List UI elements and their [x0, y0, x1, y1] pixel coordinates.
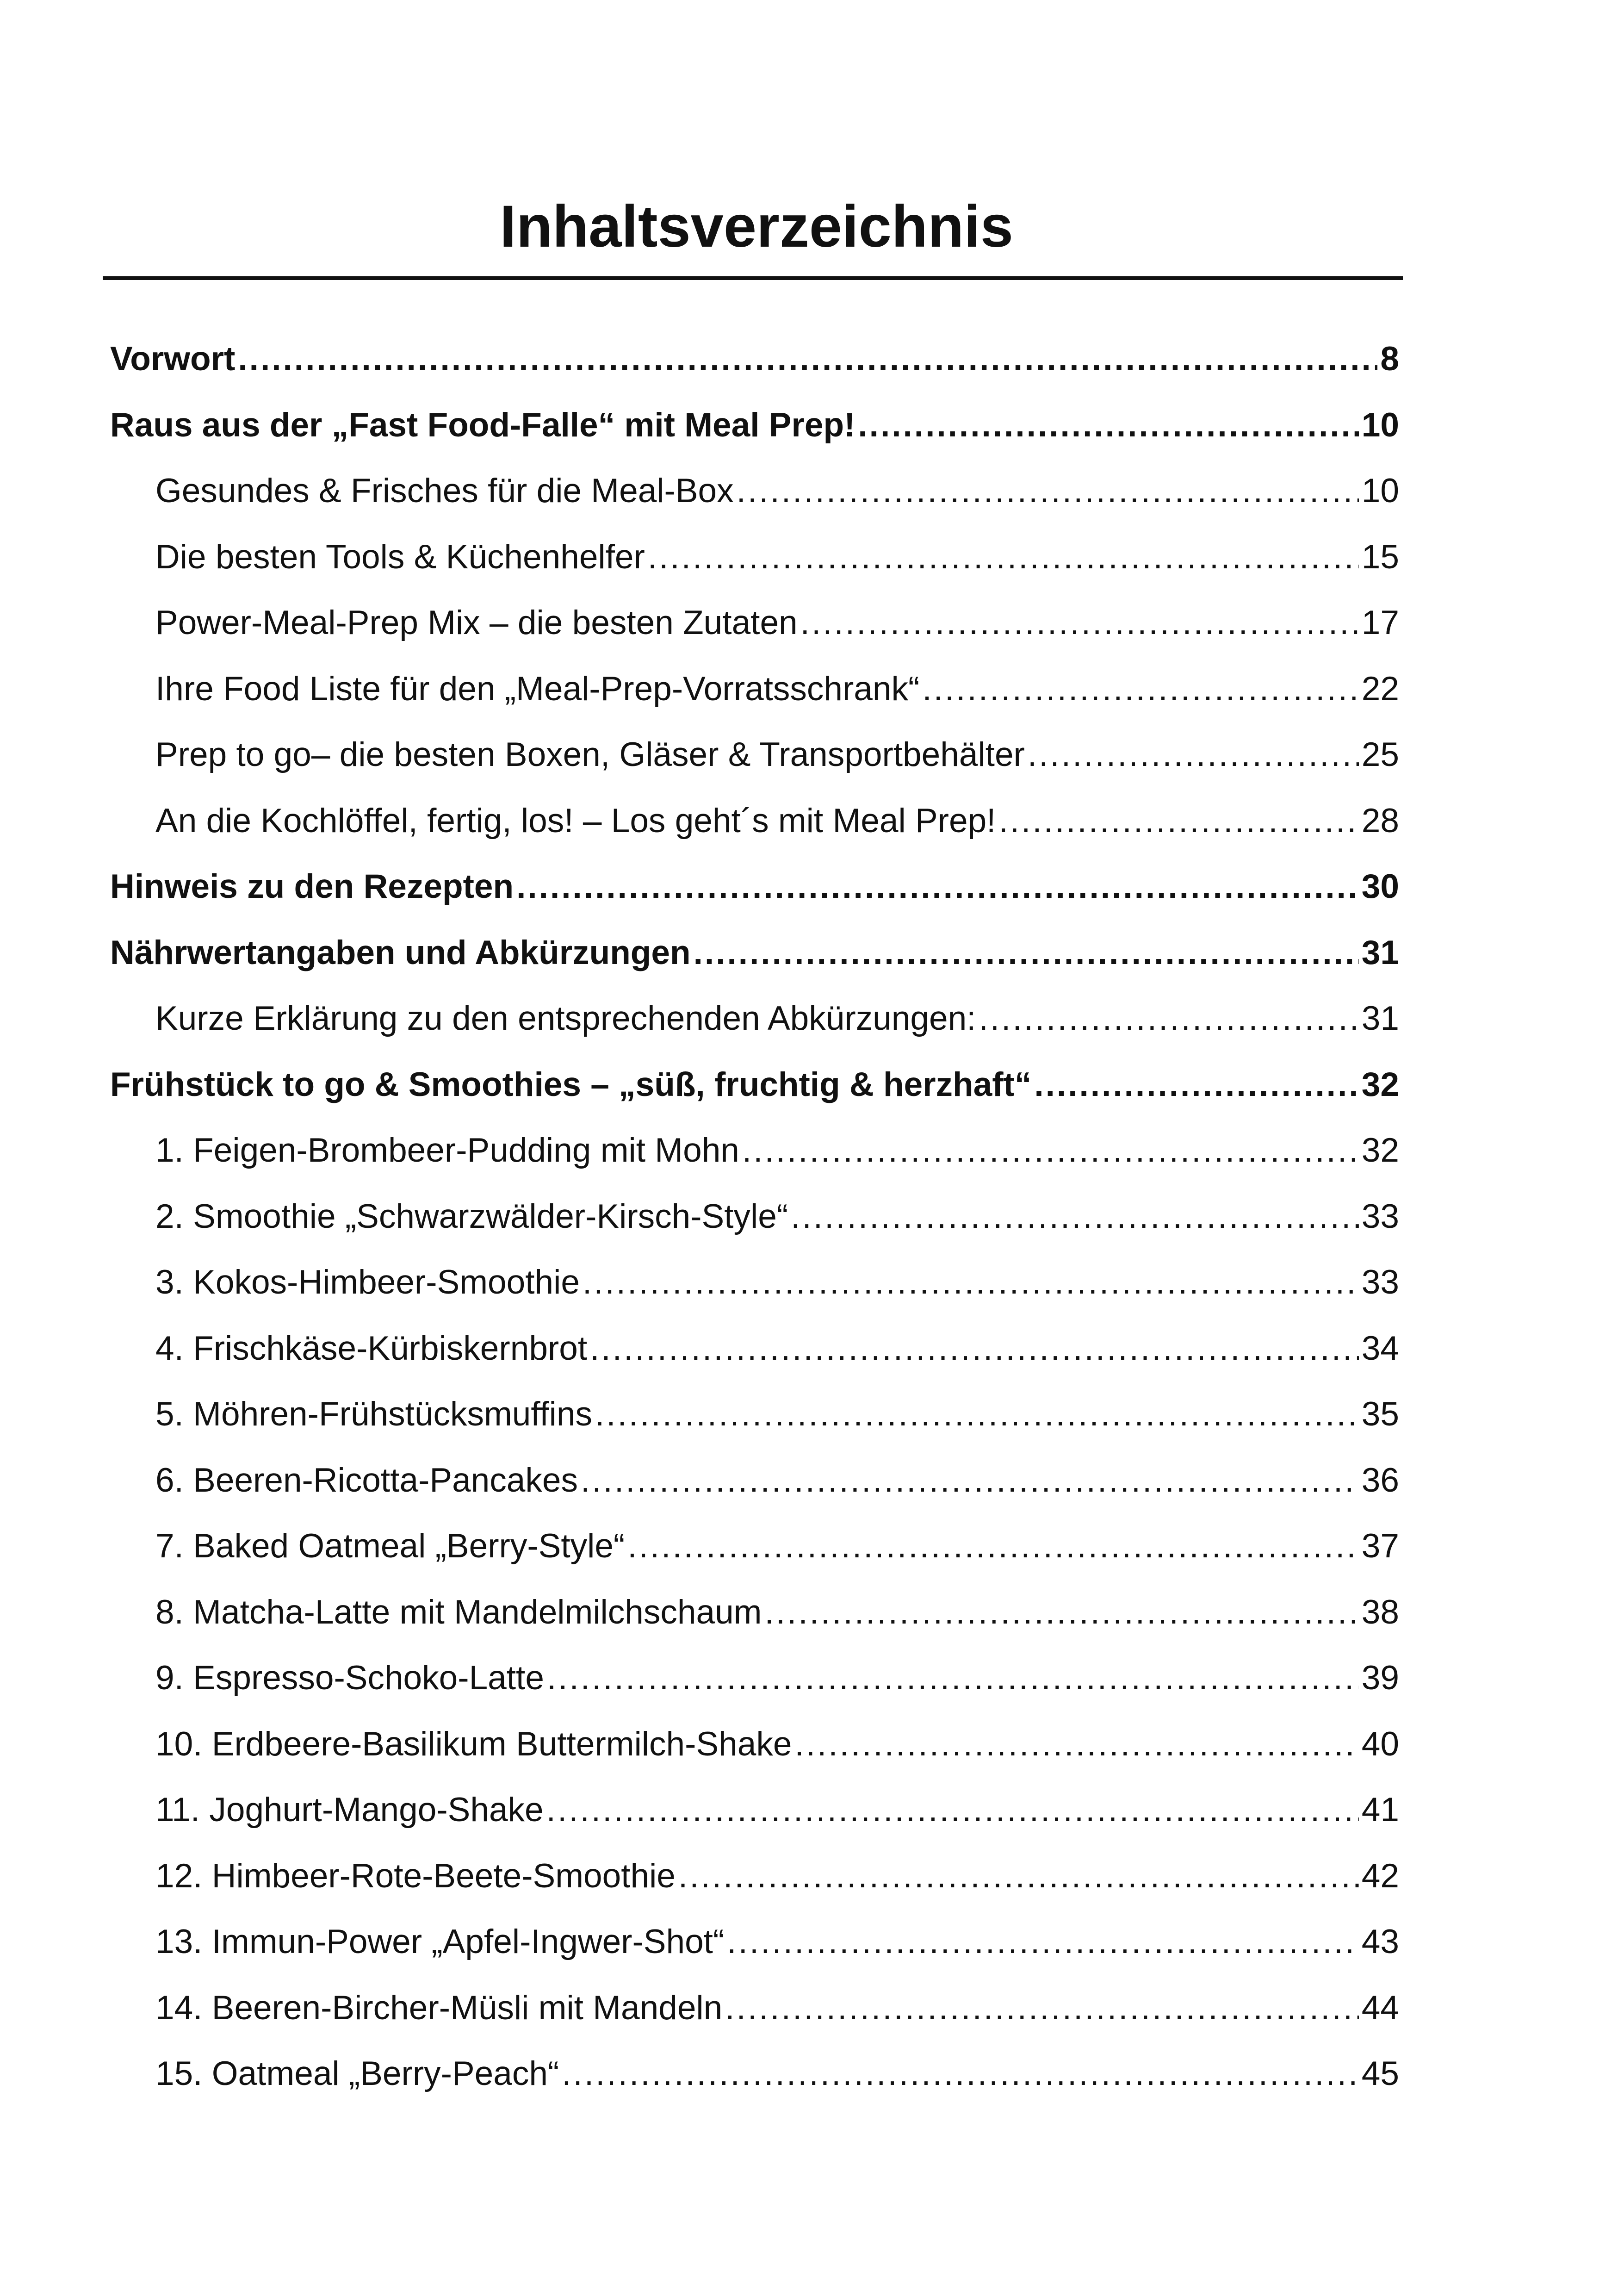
- toc-dot-leader: [800, 590, 1359, 656]
- toc-dot-leader: [725, 1975, 1359, 2041]
- toc-page-number: 45: [1361, 2055, 1399, 2092]
- toc-page-number: 22: [1361, 670, 1399, 708]
- toc-entry-title: Kurze Erklärung zu den entsprechenden Abkürzungen:: [155, 1000, 976, 1037]
- toc-chapter-entry[interactable]: [110, 854, 1399, 920]
- toc-section-entry[interactable]: [110, 722, 1399, 788]
- toc-entry-title: Frühstück to go & Smoothies – „süß, fruchtig & herzhaft“: [110, 1065, 1032, 1103]
- toc-section-entry[interactable]: [110, 1580, 1399, 1646]
- toc-entry-title: Raus aus der „Fast Food-Falle“ mit Meal Prep!: [110, 406, 855, 444]
- toc-dot-leader: [742, 1118, 1359, 1184]
- toc-page-number: 31: [1361, 1000, 1399, 1037]
- toc-entry-title: 5. Möhren-Frühstücksmuffins: [155, 1395, 592, 1433]
- toc-page-number: 15: [1361, 538, 1399, 576]
- toc-dot-leader: [546, 1777, 1359, 1843]
- toc-section-entry[interactable]: [110, 1645, 1399, 1711]
- toc-section-entry[interactable]: [110, 1250, 1399, 1316]
- toc-entry-title: Nährwertangaben und Abkürzungen: [110, 933, 691, 971]
- toc-section-entry[interactable]: [110, 590, 1399, 656]
- toc-page-number: 8: [1380, 340, 1399, 378]
- toc-page-number: 35: [1361, 1395, 1399, 1433]
- toc-section-entry[interactable]: [110, 458, 1399, 524]
- toc-page-number: 41: [1361, 1791, 1399, 1829]
- toc-section-entry[interactable]: [110, 788, 1399, 854]
- toc-section-entry[interactable]: [110, 1118, 1399, 1184]
- title-divider: [103, 276, 1403, 280]
- toc-dot-leader: [678, 1843, 1359, 1910]
- toc-dot-leader: [547, 1645, 1359, 1711]
- toc-page-number: 10: [1361, 406, 1399, 444]
- toc-entry-title: Vorwort: [110, 340, 236, 378]
- toc-entry-title: 10. Erdbeere-Basilikum Buttermilch-Shake: [155, 1725, 792, 1763]
- toc-dot-leader: [1034, 1052, 1358, 1118]
- toc-page-number: 38: [1361, 1593, 1399, 1631]
- toc-page-number: 44: [1361, 1989, 1399, 2027]
- toc-entry-title: Gesundes & Frisches für die Meal-Box: [155, 472, 734, 510]
- toc-dot-leader: [791, 1184, 1359, 1250]
- toc-entry-title: Die besten Tools & Küchenhelfer: [155, 538, 645, 576]
- page-title: Inhaltsverzeichnis: [500, 193, 1013, 260]
- toc-section-entry[interactable]: [110, 1513, 1399, 1580]
- table-of-contents: [110, 326, 1399, 2107]
- toc-entry-title: Hinweis zu den Rezepten: [110, 868, 514, 905]
- toc-chapter-entry[interactable]: [110, 1052, 1399, 1118]
- toc-page-number: 43: [1361, 1923, 1399, 1960]
- toc-page-number: 32: [1361, 1132, 1399, 1169]
- toc-dot-leader: [998, 788, 1358, 854]
- toc-section-entry[interactable]: [110, 1316, 1399, 1382]
- toc-section-entry[interactable]: [110, 2041, 1399, 2107]
- toc-dot-leader: [979, 986, 1358, 1052]
- toc-page-number: 28: [1361, 802, 1399, 840]
- toc-entry-title: An die Kochlöffel, fertig, los! – Los geht´s mit Meal Prep!: [155, 802, 996, 840]
- toc-entry-title: 15. Oatmeal „Berry-Peach“: [155, 2055, 559, 2092]
- toc-page-number: 33: [1361, 1197, 1399, 1235]
- toc-chapter-entry[interactable]: [110, 920, 1399, 986]
- toc-entry-title: 1. Feigen-Brombeer-Pudding mit Mohn: [155, 1132, 739, 1169]
- toc-page-number: 25: [1361, 736, 1399, 773]
- toc-page-number: 40: [1361, 1725, 1399, 1763]
- toc-page-number: 10: [1361, 472, 1399, 510]
- toc-dot-leader: [581, 1448, 1359, 1514]
- toc-entry-title: Prep to go– die besten Boxen, Gläser & Transportbehälter: [155, 736, 1025, 773]
- toc-dot-leader: [516, 854, 1359, 920]
- toc-entry-title: 4. Frischkäse-Kürbiskernbrot: [155, 1329, 588, 1367]
- toc-dot-leader: [858, 392, 1358, 459]
- toc-section-entry[interactable]: [110, 1381, 1399, 1448]
- toc-entry-title: Power-Meal-Prep Mix – die besten Zutaten: [155, 604, 798, 641]
- toc-entry-title: Ihre Food Liste für den „Meal-Prep-Vorratsschrank“: [155, 670, 920, 708]
- toc-dot-leader: [590, 1316, 1359, 1382]
- toc-dot-leader: [794, 1711, 1358, 1778]
- toc-section-entry[interactable]: [110, 524, 1399, 591]
- toc-entry-title: 7. Baked Oatmeal „Berry-Style“: [155, 1527, 625, 1565]
- toc-section-entry[interactable]: [110, 1777, 1399, 1843]
- toc-page-number: 33: [1361, 1263, 1399, 1301]
- toc-entry-title: 14. Beeren-Bircher-Müsli mit Mandeln: [155, 1989, 723, 2027]
- toc-chapter-entry[interactable]: [110, 326, 1399, 392]
- toc-page-number: 37: [1361, 1527, 1399, 1565]
- toc-chapter-entry[interactable]: [110, 392, 1399, 459]
- toc-section-entry[interactable]: [110, 986, 1399, 1052]
- toc-dot-leader: [694, 920, 1359, 986]
- toc-dot-leader: [922, 656, 1358, 722]
- toc-dot-leader: [562, 2041, 1359, 2107]
- toc-dot-leader: [648, 524, 1359, 591]
- toc-dot-leader: [627, 1513, 1359, 1580]
- toc-section-entry[interactable]: [110, 1975, 1399, 2041]
- toc-dot-leader: [727, 1909, 1359, 1975]
- toc-entry-title: 11. Joghurt-Mango-Shake: [155, 1791, 544, 1829]
- toc-page-number: 39: [1361, 1659, 1399, 1697]
- toc-entry-title: 12. Himbeer-Rote-Beete-Smoothie: [155, 1857, 676, 1895]
- toc-dot-leader: [595, 1381, 1359, 1448]
- toc-entry-title: 13. Immun-Power „Apfel-Ingwer-Shot“: [155, 1923, 725, 1960]
- toc-dot-leader: [238, 326, 1377, 392]
- toc-section-entry[interactable]: [110, 1711, 1399, 1778]
- toc-entry-title: 6. Beeren-Ricotta-Pancakes: [155, 1461, 578, 1499]
- toc-dot-leader: [737, 458, 1359, 524]
- toc-page-number: 31: [1361, 933, 1399, 971]
- toc-section-entry[interactable]: [110, 1909, 1399, 1975]
- toc-section-entry[interactable]: [110, 1184, 1399, 1250]
- toc-section-entry[interactable]: [110, 656, 1399, 722]
- toc-page-number: 17: [1361, 604, 1399, 641]
- toc-entry-title: 2. Smoothie „Schwarzwälder-Kirsch-Style“: [155, 1197, 788, 1235]
- toc-entry-title: 3. Kokos-Himbeer-Smoothie: [155, 1263, 580, 1301]
- toc-page-number: 34: [1361, 1329, 1399, 1367]
- toc-entry-title: 9. Espresso-Schoko-Latte: [155, 1659, 544, 1697]
- toc-page-number: 32: [1361, 1065, 1399, 1103]
- toc-page-number: 36: [1361, 1461, 1399, 1499]
- toc-section-entry[interactable]: [110, 1448, 1399, 1514]
- toc-dot-leader: [1028, 722, 1359, 788]
- toc-dot-leader: [583, 1250, 1359, 1316]
- toc-section-entry[interactable]: [110, 1843, 1399, 1910]
- toc-entry-title: 8. Matcha-Latte mit Mandelmilchschaum: [155, 1593, 762, 1631]
- toc-dot-leader: [764, 1580, 1358, 1646]
- toc-page-number: 42: [1361, 1857, 1399, 1895]
- toc-page-number: 30: [1361, 868, 1399, 905]
